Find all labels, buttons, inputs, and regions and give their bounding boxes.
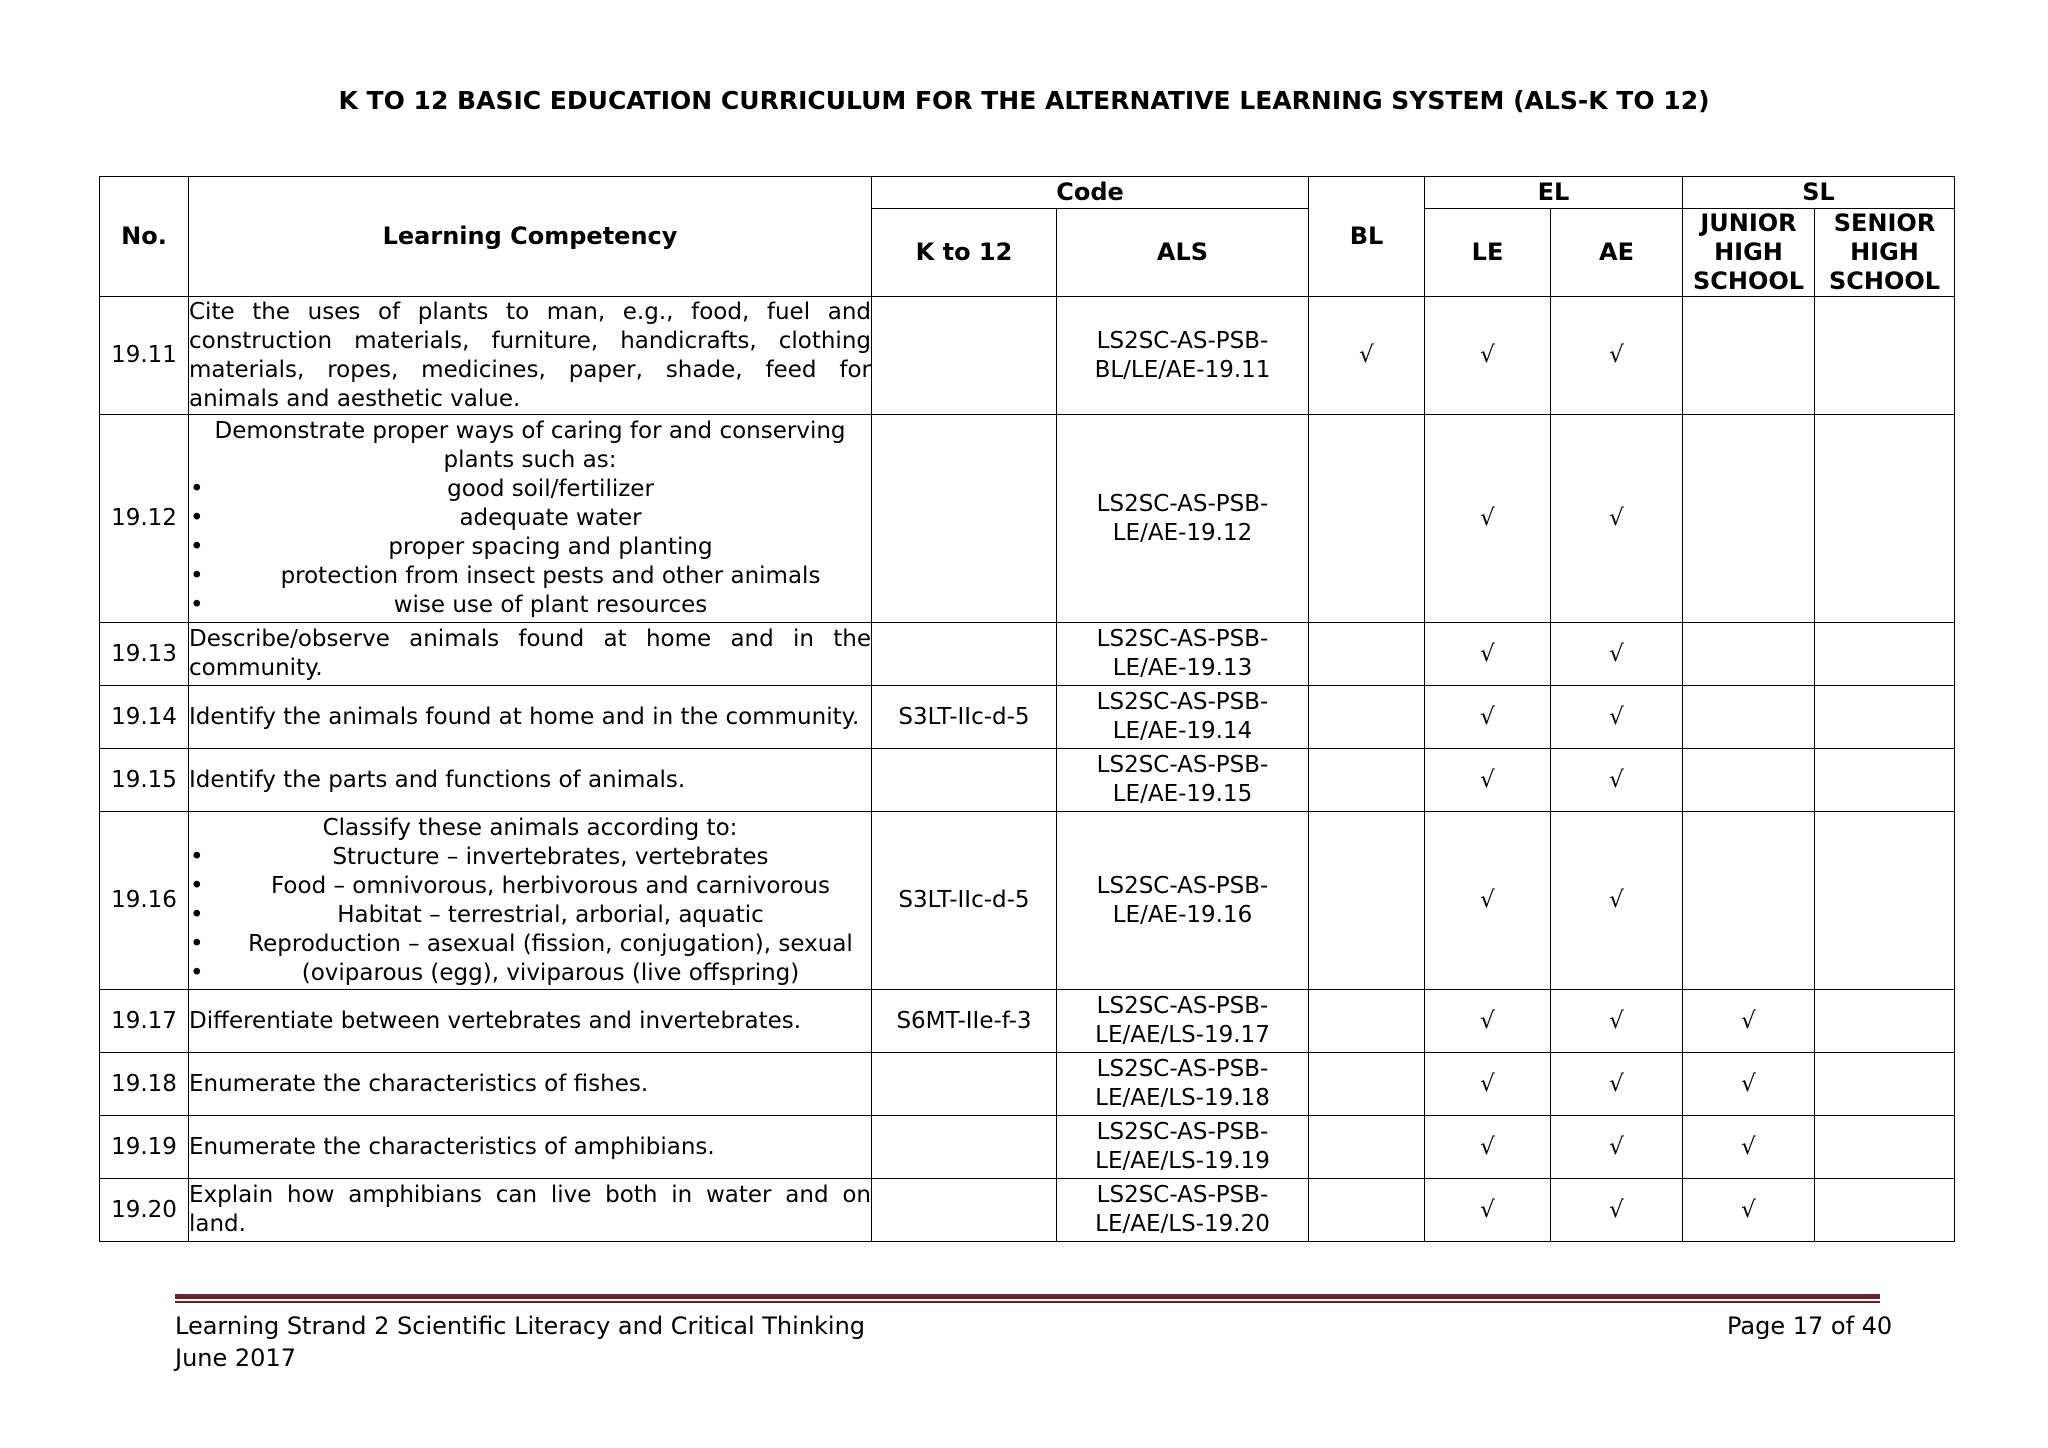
competency-text: Differentiate between vertebrates and invertebrates. (189, 1007, 802, 1034)
row-als-code (1057, 686, 1309, 749)
row-shs-check (1815, 1116, 1955, 1179)
row-jhs-check (1683, 812, 1815, 990)
row-shs-check (1815, 623, 1955, 686)
row-number: 19.19 (100, 1116, 189, 1179)
row-le-check: √ (1425, 623, 1551, 686)
row-k-to-12-code: S6MT-IIe-f-3 (872, 990, 1057, 1053)
als-code-line: LS2SC-AS-PSB- (1096, 872, 1269, 899)
competency-bullet-item: • (oviparous (egg), viviparous (live offspring) (189, 959, 871, 988)
header-sl: SL (1683, 177, 1955, 209)
row-bl-check (1309, 1053, 1425, 1116)
als-code-line: LS2SC-AS-PSB- (1096, 1182, 1269, 1208)
header-senior-high-school (1815, 209, 1955, 297)
row-le-check: √ (1425, 812, 1551, 990)
row-ae-check: √ (1551, 1116, 1683, 1179)
competency-text: Classify these animals according to: (322, 814, 738, 841)
row-bl-check (1309, 990, 1425, 1053)
row-k-to-12-code (872, 1116, 1057, 1179)
row-jhs-check (1683, 686, 1815, 749)
row-le-check: √ (1425, 990, 1551, 1053)
row-ae-check: √ (1551, 1053, 1683, 1116)
row-number: 19.20 (100, 1179, 189, 1242)
competency-text: Cite the uses of plants to man, e.g., food, fuel and construction materials, furniture, handicrafts, clothing materials, ropes, medicines, paper, shade, feed for animals and aesthetic value. (189, 298, 871, 412)
row-learning-competency (189, 415, 872, 623)
als-code-line: LS2SC-AS-PSB- (1096, 327, 1269, 354)
header-shs-line: SCHOOL (1828, 267, 1941, 295)
row-le-check: √ (1425, 1053, 1551, 1116)
header-no: No. (100, 177, 189, 297)
header-ae: AE (1551, 209, 1683, 297)
row-learning-competency (189, 812, 872, 990)
als-code-line: LS2SC-AS-PSB- (1096, 1119, 1269, 1145)
row-shs-check (1815, 297, 1955, 415)
competency-bullet-item: • protection from insect pests and other animals (189, 562, 871, 591)
row-bl-check (1309, 1179, 1425, 1242)
competency-bullet-item: • Structure – invertebrates, vertebrates (189, 843, 871, 872)
row-number: 19.14 (100, 686, 189, 749)
table-body (100, 297, 1955, 1242)
row-bl-check: √ (1309, 297, 1425, 415)
header-jhs-line: HIGH (1714, 238, 1783, 266)
competency-text: Enumerate the characteristics of fishes. (189, 1070, 649, 1097)
als-code-line: LE/AE/LS-19.18 (1095, 1085, 1270, 1111)
row-k-to-12-code: S3LT-IIc-d-5 (872, 686, 1057, 749)
als-code-line: LE/AE-19.13 (1112, 655, 1253, 681)
header-le: LE (1425, 209, 1551, 297)
row-learning-competency (189, 990, 872, 1053)
row-number: 19.16 (100, 812, 189, 990)
row-k-to-12-code (872, 623, 1057, 686)
row-shs-check (1815, 990, 1955, 1053)
row-jhs-check (1683, 297, 1815, 415)
competency-bullet-list (189, 475, 871, 620)
header-k-to-12: K to 12 (872, 209, 1057, 297)
table-row (100, 415, 1955, 623)
row-shs-check (1815, 749, 1955, 812)
row-shs-check (1815, 812, 1955, 990)
row-number: 19.17 (100, 990, 189, 1053)
curriculum-table (99, 176, 1955, 1242)
row-jhs-check: √ (1683, 1179, 1815, 1242)
row-als-code (1057, 297, 1309, 415)
document-title: K TO 12 BASIC EDUCATION CURRICULUM FOR THE ALTERNATIVE LEARNING SYSTEM (ALS-K TO 12) (338, 86, 1710, 115)
row-number: 19.15 (100, 749, 189, 812)
row-als-code (1057, 415, 1309, 623)
competency-text: Enumerate the characteristics of amphibians. (189, 1133, 715, 1160)
row-number: 19.11 (100, 297, 189, 415)
als-code-line: LS2SC-AS-PSB- (1096, 689, 1269, 715)
row-ae-check: √ (1551, 1179, 1683, 1242)
row-learning-competency (189, 623, 872, 686)
header-bl: BL (1309, 177, 1425, 297)
table-row (100, 990, 1955, 1053)
competency-text: Describe/observe animals found at home and in the community. (189, 626, 871, 681)
row-le-check: √ (1425, 749, 1551, 812)
footer-rule-thin (175, 1301, 1880, 1303)
als-code-line: LE/AE/LS-19.19 (1095, 1148, 1270, 1174)
header-el: EL (1425, 177, 1683, 209)
row-ae-check: √ (1551, 297, 1683, 415)
als-code-line: LE/AE-19.12 (1112, 519, 1253, 546)
row-le-check: √ (1425, 686, 1551, 749)
footer-page-number: Page 17 of 40 (1727, 1312, 1893, 1340)
competency-bullet-list (189, 843, 871, 988)
header-jhs-line: SCHOOL (1692, 267, 1805, 295)
competency-bullet-item: • proper spacing and planting (189, 533, 871, 562)
row-ae-check: √ (1551, 749, 1683, 812)
row-jhs-check (1683, 623, 1815, 686)
row-als-code (1057, 623, 1309, 686)
row-le-check: √ (1425, 297, 1551, 415)
row-le-check: √ (1425, 1179, 1551, 1242)
header-code: Code (872, 177, 1309, 209)
row-k-to-12-code (872, 749, 1057, 812)
row-k-to-12-code (872, 297, 1057, 415)
competency-text: Identify the parts and functions of animals. (189, 766, 686, 793)
footer-left (175, 1310, 865, 1374)
row-number: 19.12 (100, 415, 189, 623)
competency-bullet-item: • Reproduction – asexual (fission, conjugation), sexual (189, 930, 871, 959)
row-ae-check: √ (1551, 623, 1683, 686)
row-ae-check: √ (1551, 990, 1683, 1053)
row-learning-competency (189, 1053, 872, 1116)
competency-bullet-item: • Food – omnivorous, herbivorous and carnivorous (189, 872, 871, 901)
header-shs-line: SENIOR (1833, 209, 1936, 237)
row-als-code (1057, 990, 1309, 1053)
footer-rule (175, 1294, 1880, 1299)
als-code-line: LE/AE/LS-19.20 (1095, 1211, 1270, 1237)
row-number: 19.13 (100, 623, 189, 686)
footer-strand: Learning Strand 2 Scientific Literacy and Critical Thinking (175, 1312, 866, 1340)
als-code-line: BL/LE/AE-19.11 (1094, 356, 1271, 383)
row-als-code (1057, 812, 1309, 990)
row-k-to-12-code (872, 1179, 1057, 1242)
als-code-line: LE/AE/LS-19.17 (1095, 1022, 1270, 1048)
row-jhs-check: √ (1683, 990, 1815, 1053)
table-row (100, 1116, 1955, 1179)
table-row (100, 1053, 1955, 1116)
header-jhs-line: JUNIOR (1700, 209, 1797, 237)
row-learning-competency (189, 1116, 872, 1179)
header-als: ALS (1057, 209, 1309, 297)
row-k-to-12-code (872, 1053, 1057, 1116)
competency-text: Demonstrate proper ways of caring for and conserving plants such as: (214, 418, 846, 473)
als-code-line: LS2SC-AS-PSB- (1096, 626, 1269, 652)
row-als-code (1057, 1179, 1309, 1242)
row-shs-check (1815, 1179, 1955, 1242)
row-learning-competency (189, 749, 872, 812)
als-code-line: LS2SC-AS-PSB- (1096, 490, 1269, 517)
row-bl-check (1309, 623, 1425, 686)
row-le-check: √ (1425, 1116, 1551, 1179)
table-row (100, 623, 1955, 686)
row-bl-check (1309, 812, 1425, 990)
competency-bullet-item: • adequate water (189, 504, 871, 533)
row-number: 19.18 (100, 1053, 189, 1116)
als-code-line: LE/AE-19.15 (1112, 781, 1253, 807)
als-code-line: LS2SC-AS-PSB- (1096, 1056, 1269, 1082)
row-k-to-12-code (872, 415, 1057, 623)
row-bl-check (1309, 1116, 1425, 1179)
row-als-code (1057, 749, 1309, 812)
row-shs-check (1815, 415, 1955, 623)
row-ae-check: √ (1551, 415, 1683, 623)
row-ae-check: √ (1551, 686, 1683, 749)
row-als-code (1057, 1053, 1309, 1116)
row-jhs-check (1683, 415, 1815, 623)
row-jhs-check (1683, 749, 1815, 812)
row-learning-competency (189, 1179, 872, 1242)
row-als-code (1057, 1116, 1309, 1179)
als-code-line: LE/AE-19.14 (1112, 718, 1253, 744)
competency-text: Identify the animals found at home and in the community. (189, 703, 860, 730)
row-jhs-check: √ (1683, 1116, 1815, 1179)
row-bl-check (1309, 749, 1425, 812)
als-code-line: LS2SC-AS-PSB- (1096, 752, 1269, 778)
row-shs-check (1815, 686, 1955, 749)
table-row (100, 297, 1955, 415)
header-shs-line: HIGH (1850, 238, 1919, 266)
row-learning-competency (189, 686, 872, 749)
competency-bullet-item: • wise use of plant resources (189, 591, 871, 620)
footer-date: June 2017 (175, 1344, 296, 1372)
row-le-check: √ (1425, 415, 1551, 623)
row-bl-check (1309, 415, 1425, 623)
row-bl-check (1309, 686, 1425, 749)
als-code-line: LE/AE-19.16 (1112, 901, 1253, 928)
row-learning-competency (189, 297, 872, 415)
als-code-line: LS2SC-AS-PSB- (1096, 993, 1269, 1019)
row-jhs-check: √ (1683, 1053, 1815, 1116)
row-shs-check (1815, 1053, 1955, 1116)
table-row (100, 749, 1955, 812)
header-learning-competency: Learning Competency (189, 177, 872, 297)
competency-bullet-item: • good soil/fertilizer (189, 475, 871, 504)
row-ae-check: √ (1551, 812, 1683, 990)
table-header (100, 177, 1955, 297)
table-row (100, 812, 1955, 990)
header-junior-high-school (1683, 209, 1815, 297)
table-row (100, 1179, 1955, 1242)
competency-text: Explain how amphibians can live both in water and on land. (189, 1182, 871, 1237)
competency-bullet-item: • Habitat – terrestrial, arborial, aquatic (189, 901, 871, 930)
row-k-to-12-code: S3LT-IIc-d-5 (872, 812, 1057, 990)
table-row (100, 686, 1955, 749)
